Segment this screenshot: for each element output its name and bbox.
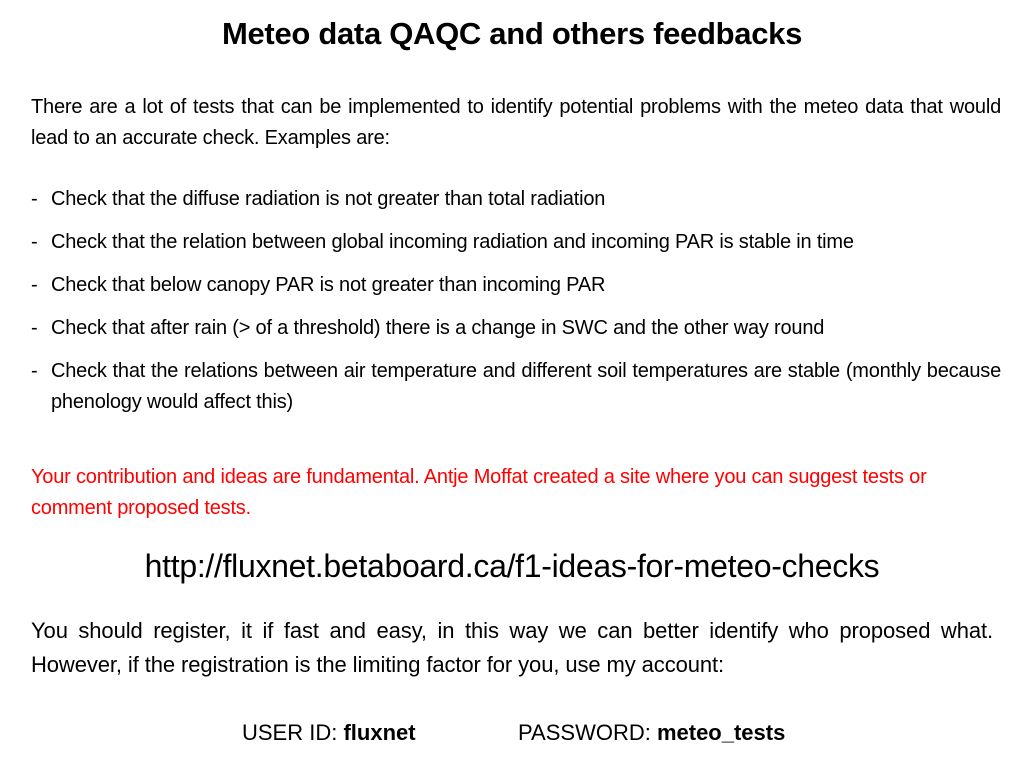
bullet-dash: - [31,317,38,339]
bullet-dash: - [31,231,38,253]
bullet-dash: - [31,188,38,210]
user-id-value: fluxnet [343,720,416,745]
check-text: Check that the relation between global incoming radiation and incoming PAR is stable in time [51,231,854,253]
password-value: meteo_tests [656,720,786,745]
check-item-rain-swc [31,313,1001,344]
check-item-soil-temperature [31,356,1001,418]
user-id [242,716,416,750]
check-text: Check that after rain (> of a threshold) there is a change in SWC and the other way round [51,317,825,339]
intro-paragraph: There are a lot of tests that can be implemented to identify potential problems with the meteo data that would lead to an accurate check. Examples are: [31,96,1001,149]
check-item-par-relation [31,227,1001,258]
ideas-site-link[interactable]: http://fluxnet.betaboard.ca/f1-ideas-for-meteo-checks [144,548,880,584]
checks-list [31,184,1001,430]
bullet-dash: - [31,274,38,296]
user-id-label: USER ID: [242,720,344,745]
slide-title: Meteo data QAQC and others feedbacks [221,16,803,51]
contribution-note: Your contribution and ideas are fundamental. Antje Moffat created a site where you can suggest tests or comment proposed tests. [31,466,927,519]
check-text: Check that the diffuse radiation is not greater than total radiation [51,188,606,210]
check-item-canopy-par [31,270,1001,301]
check-item-diffuse-radiation [31,184,1001,215]
check-text: Check that below canopy PAR is not greater than incoming PAR [51,274,606,296]
check-text: Check that the relations between air temperature and different soil temperatures are stable (monthly because phenology would affect this) [51,360,1001,413]
bullet-dash: - [31,360,38,382]
password [518,716,785,750]
password-label: PASSWORD: [518,720,657,745]
register-paragraph: You should register, it if fast and easy, in this way we can better identify who proposed what. However, if the registration is the limiting factor for you, use my account: [31,618,993,677]
